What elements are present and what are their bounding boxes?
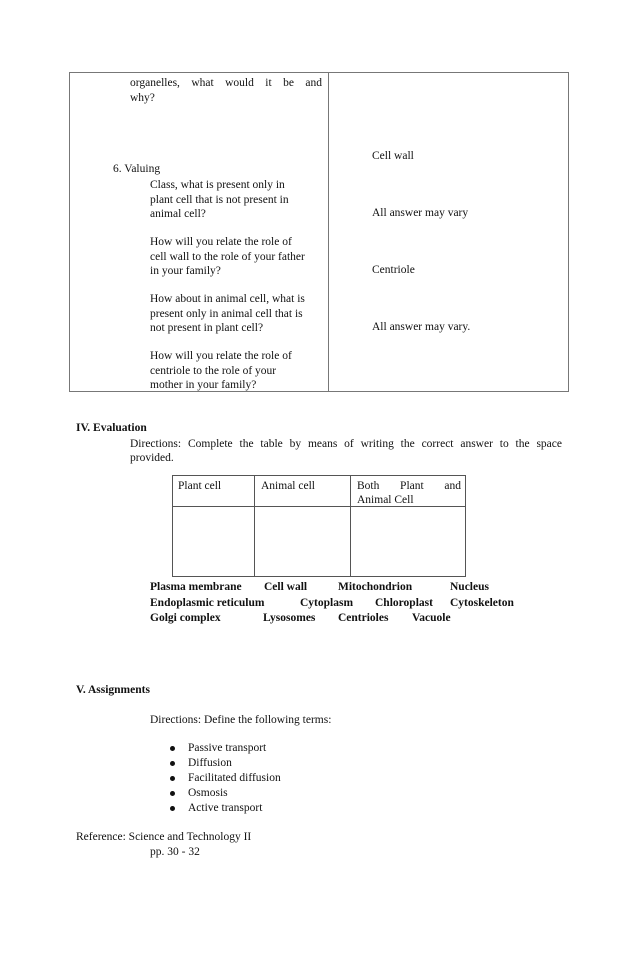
question-line: How will you relate the role of [150,236,292,248]
assignments-directions: Directions: Define the following terms: [150,714,332,726]
list-item: Diffusion [188,757,232,769]
assignments-heading: V. Assignments [76,684,150,696]
question-line: plant cell that is not present in [150,194,289,206]
word-bank-item: Vacuole [412,612,451,624]
bullet-icon [170,806,175,811]
table-column-divider [328,72,329,392]
answer-text: All answer may vary. [372,321,471,333]
valuing-heading: 6. Valuing [113,163,161,175]
bullet-icon [170,791,175,796]
word-bank-item: Endoplasmic reticulum [150,597,265,609]
evaluation-directions: Directions: Complete the table by means of writing the correct answer to the space [130,438,562,450]
bullet-icon [170,761,175,766]
word-bank-item: Golgi complex [150,612,221,624]
question-line: centriole to the role of your [150,365,277,377]
table-text-line: why? [130,92,155,104]
question-line: How about in animal cell, what is [150,293,305,305]
word-bank-item: Chloroplast [375,597,433,609]
list-item: Osmosis [188,787,228,799]
question-line: cell wall to the role of your father [150,251,305,263]
table-header-animal-cell: Animal cell [261,480,315,492]
answer-text: Centriole [372,264,415,276]
question-line: in your family? [150,265,221,277]
question-line: How will you relate the role of [150,350,292,362]
table-column-divider [254,475,255,577]
bullet-icon [170,746,175,751]
evaluation-heading: IV. Evaluation [76,422,147,434]
question-line: not present in plant cell? [150,322,264,334]
lesson-table [69,72,569,392]
list-item: Facilitated diffusion [188,772,281,784]
question-line: mother in your family? [150,379,257,391]
question-line: animal cell? [150,208,206,220]
list-item: Passive transport [188,742,267,754]
word-bank-item: Plasma membrane [150,581,242,593]
table-header-plant-cell: Plant cell [178,480,222,492]
answer-text: All answer may vary [372,207,469,219]
question-line: Class, what is present only in [150,179,285,191]
word-bank-item: Cytoplasm [300,597,354,609]
table-column-divider [350,475,351,577]
word-bank-item: Cell wall [264,581,308,593]
reference-pages: pp. 30 - 32 [150,846,200,858]
question-line: present only in animal cell that is [150,308,303,320]
word-bank-item: Centrioles [338,612,389,624]
answer-text: Cell wall [372,150,414,162]
table-header-both-cont: Animal Cell [357,494,414,506]
word-bank-item: Lysosomes [263,612,316,624]
bullet-icon [170,776,175,781]
list-item: Active transport [188,802,263,814]
reference-line: Reference: Science and Technology II [76,831,252,843]
table-header-both: Both Plant and [357,480,461,492]
evaluation-directions-cont: provided. [130,452,174,464]
table-row-divider [172,506,466,507]
word-bank-item: Cytoskeleton [450,597,514,609]
word-bank-item: Nucleus [450,581,489,593]
table-text-line: organelles, what would it be and [130,77,322,89]
word-bank-item: Mitochondrion [338,581,413,593]
